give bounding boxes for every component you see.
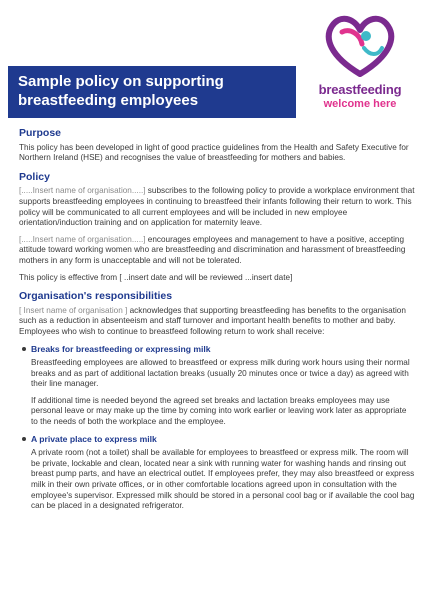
- document-body: [19, 128, 415, 520]
- logo-text-breastfeeding: breastfeeding: [318, 82, 402, 97]
- responsibilities-heading: Organisation's responsibilities: [19, 290, 173, 303]
- logo-text-welcome-here: welcome here: [323, 98, 397, 110]
- breaks-paragraph-1: Breastfeeding employees are allowed to breastfeed or express milk during work hours using their normal breaks and as part of additional lactation breaks (usually 20 minutes once or twice a day) as agreed with their line manager.: [31, 358, 410, 389]
- policy-paragraph-1: [.....Insert name of organisation.....] subscribes to the following policy to provide a workplace environment that supports breastfeeding employees in continuing to breastfeed their infants following their return to work. This policy will be communicated to all current employees and will be included in new employee orientation/induction training and on application for maternity leave.: [19, 186, 415, 228]
- list-item: [19, 434, 415, 512]
- bullet-icon: [22, 437, 26, 441]
- list-item: [19, 344, 415, 428]
- purpose-section: [19, 128, 415, 164]
- purpose-heading: Purpose: [19, 127, 62, 139]
- title-line-1: Sample policy on supporting: [18, 73, 224, 90]
- policy-paragraph-3: This policy is effective from [ ..insert date and will be reviewed ...insert date]: [19, 272, 293, 282]
- breaks-heading: Breaks for breastfeeding or expressing milk: [31, 343, 211, 354]
- private-place-paragraph: A private room (not a toilet) shall be available for employees to breastfeed or express milk. The room will be private, lockable and clean, located near a sink with running water for washing hands and rinsing out breast pump parts, and have an electrical outlet. If employees prefer, they may also breastfeed or express milk in their own private offices, or in other comfortable locations agreed upon in consultation with the employee's supervisor. Expressed milk should be stored in a personal cool bag or if available the cool bag can be placed in a designated refrigerator.: [31, 448, 415, 511]
- breastfeeding-welcome-logo: [300, 12, 420, 112]
- title-banner: [8, 66, 296, 118]
- private-place-heading: A private place to express milk: [31, 433, 157, 444]
- policy-paragraph-2: [.....Insert name of organisation.....] encourages employees and management to have a positive, accepting attitude toward working women who are breastfeeding and discrimination and harassment of breastfeeding mothers in any form is unacceptable and will not be tolerated.: [19, 234, 406, 265]
- responsibilities-list: [19, 344, 415, 512]
- responsibilities-section: [19, 291, 415, 512]
- responsibilities-intro: [ Insert name of organisation ] acknowledges that supporting breastfeeding has benefits to the organisation such as a reduction in absenteeism and staff turnover and important health benefits to mother and baby. Employees who wish to continue to breastfeed following return to work shall receive:: [19, 305, 406, 336]
- breaks-paragraph-2: If additional time is needed beyond the agreed set breaks and lactation breaks employees may use personal leave or may make up the time by coming into work earlier or leaving work later as appropriate to the needs of both the workplace and the employee.: [31, 395, 407, 427]
- bullet-icon: [22, 347, 26, 351]
- policy-section: [19, 172, 415, 283]
- title-line-2: breastfeeding employees: [18, 92, 199, 109]
- organisation-placeholder: [.....Insert name of organisation.....]: [19, 186, 146, 196]
- policy-heading: Policy: [19, 170, 50, 183]
- organisation-placeholder: [.....Insert name of organisation.....]: [19, 234, 146, 244]
- organisation-placeholder: [ Insert name of organisation ]: [19, 305, 128, 315]
- purpose-text: This policy has been developed in light of good practice guidelines from the Health and Safety Executive for Northern Ireland (HSE) and recognises the value of breastfeeding for mothers and babies.: [19, 142, 409, 163]
- mother-baby-heart-icon: [320, 12, 400, 82]
